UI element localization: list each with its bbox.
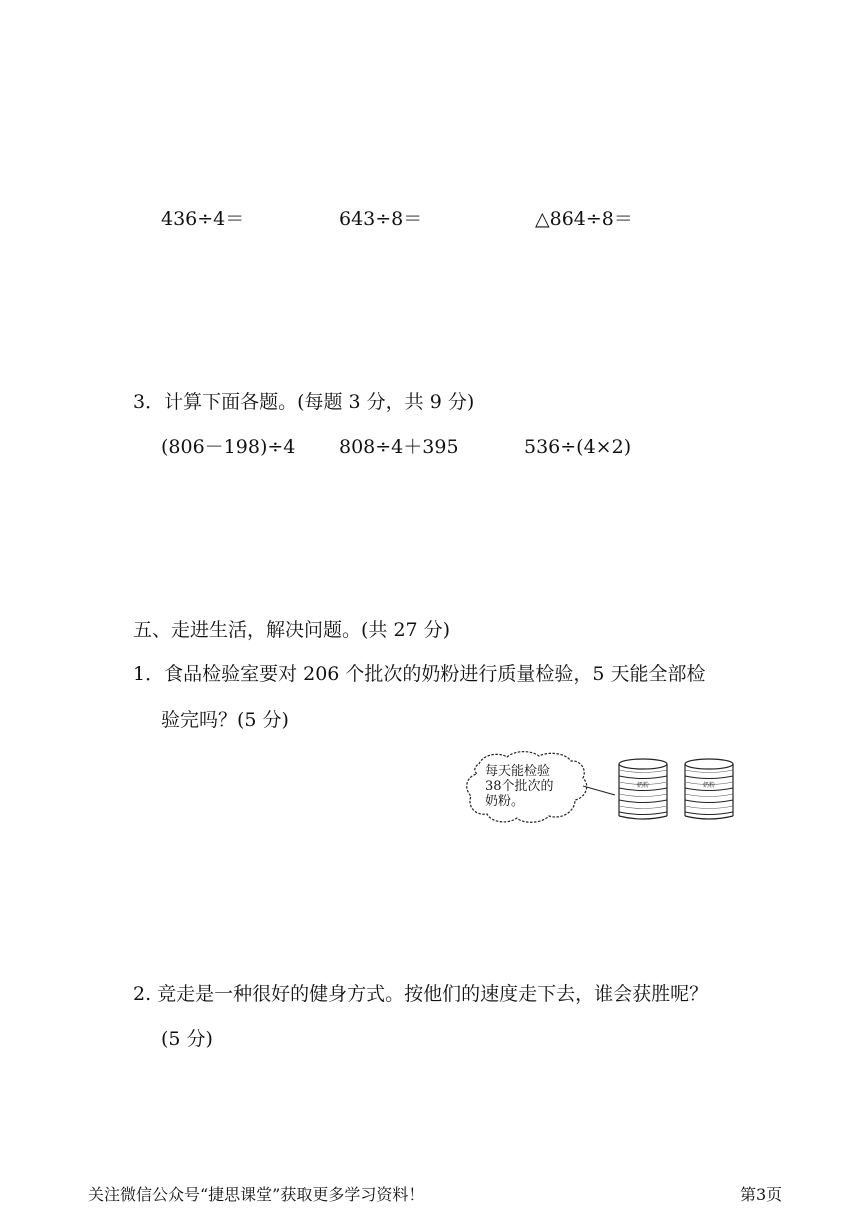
problem-864-div-8: △864÷8＝ [535, 208, 633, 230]
section5-heading: 五、走进生活，解决问题。(共 27 分) [133, 619, 451, 641]
milk-powder-can-2 [685, 759, 733, 819]
problem1-line1: 1．食品检验室要对 206 个批次的奶粉进行质量检验，5 天能全部检 [133, 663, 706, 685]
milk-powder-can-1 [619, 759, 667, 819]
milk-powder-illustration [465, 750, 745, 832]
problem2-line1: 2. 竞走是一种很好的健身方式。按他们的速度走下去，谁会获胜呢？ [133, 983, 709, 1005]
problem2-line2: (5 分) [161, 1028, 213, 1050]
svg-text:奶粉: 奶粉 [637, 782, 650, 789]
problem-436-div-4: 436÷4＝ [161, 208, 245, 230]
svg-text:奶粉: 奶粉 [703, 782, 716, 789]
problem1-line2: 验完吗？(5 分) [161, 709, 289, 731]
q3-expr-1: (806－198)÷4 [161, 436, 296, 458]
problem-643-div-8: 643÷8＝ [339, 208, 423, 230]
q3-expr-3: 536÷(4×2) [524, 436, 632, 458]
q3-heading: 3．计算下面各题。(每题 3 分，共 9 分) [133, 391, 475, 413]
q3-expr-2: 808÷4＋395 [339, 436, 459, 458]
footer-promo: 关注微信公众号“捷思课堂”获取更多学习资料！ [88, 1185, 425, 1204]
page-number: 第3页 [740, 1185, 783, 1204]
bubble-text: 每天能检验 38个批次的 奶粉。 [485, 764, 554, 809]
